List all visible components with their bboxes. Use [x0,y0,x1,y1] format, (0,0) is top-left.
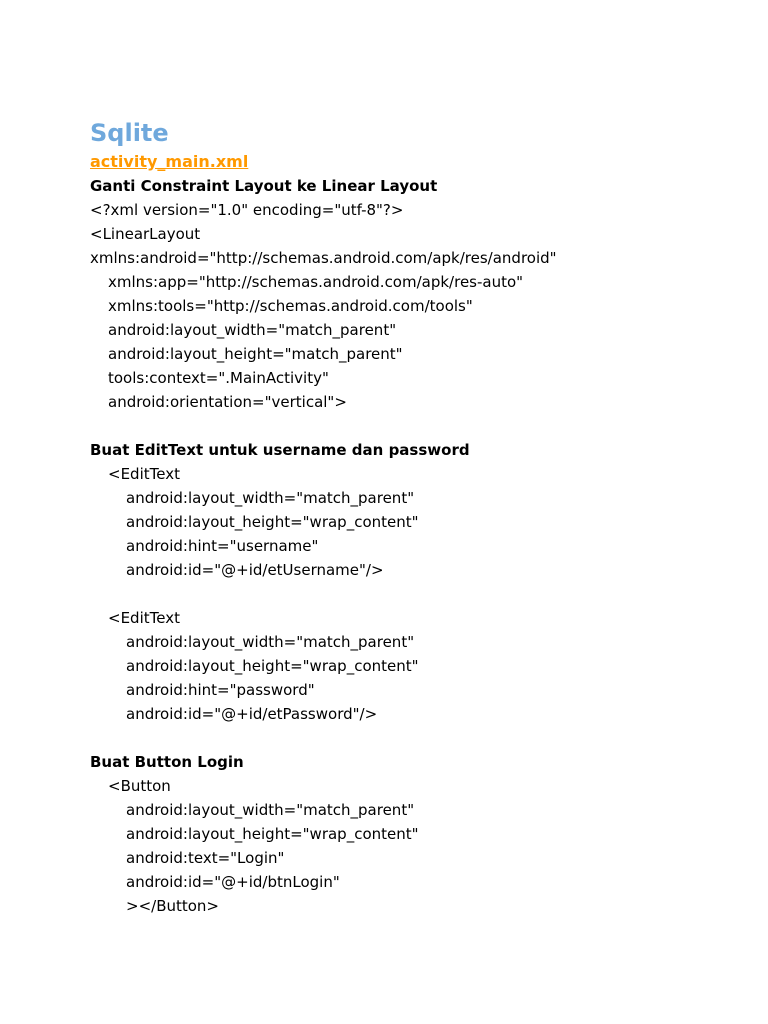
document-page [90,116,750,918]
code-line: android:layout_height="wrap_content" [126,825,419,843]
blank-line [90,582,750,606]
code-line: android:layout_width="match_parent" [126,633,415,651]
code-line: android:orientation="vertical"> [108,393,347,411]
code-line: android:layout_width="match_parent" [126,489,415,507]
code-line: android:layout_height="wrap_content" [126,513,419,531]
code-line: android:id="@+id/etPassword"/> [126,705,378,723]
code-line: android:layout_height="wrap_content" [126,657,419,675]
code-line: android:text="Login" [126,849,285,867]
code-line: android:layout_height="match_parent" [108,345,403,363]
doc-title: Sqlite [90,119,169,147]
code-line: android:hint="password" [126,681,315,699]
code-line: android:id="@+id/etUsername"/> [126,561,384,579]
blank-line [90,414,750,438]
code-line: android:id="@+id/btnLogin" [126,873,340,891]
code-line: xmlns:tools="http://schemas.android.com/tools" [108,297,473,315]
section-heading-button: Buat Button Login [90,753,244,771]
code-line: <?xml version="1.0" encoding="utf-8"?> [90,201,404,219]
code-line: xmlns:android="http://schemas.android.com/apk/res/android" [90,249,557,267]
code-line: android:layout_width="match_parent" [108,321,397,339]
code-line: <LinearLayout [90,225,201,243]
code-line: ></Button> [126,897,220,915]
code-line: android:hint="username" [126,537,319,555]
code-line: android:layout_width="match_parent" [126,801,415,819]
code-line: tools:context=".MainActivity" [108,369,329,387]
blank-line [90,726,750,750]
file-link[interactable]: activity_main.xml [90,152,249,171]
section-heading-linear-layout: Ganti Constraint Layout ke Linear Layout [90,177,438,195]
code-line: <Button [108,777,171,795]
section-heading-edittext: Buat EditText untuk username dan password [90,441,470,459]
code-line: <EditText [108,609,180,627]
code-line: <EditText [108,465,180,483]
code-line: xmlns:app="http://schemas.android.com/apk/res-auto" [108,273,524,291]
